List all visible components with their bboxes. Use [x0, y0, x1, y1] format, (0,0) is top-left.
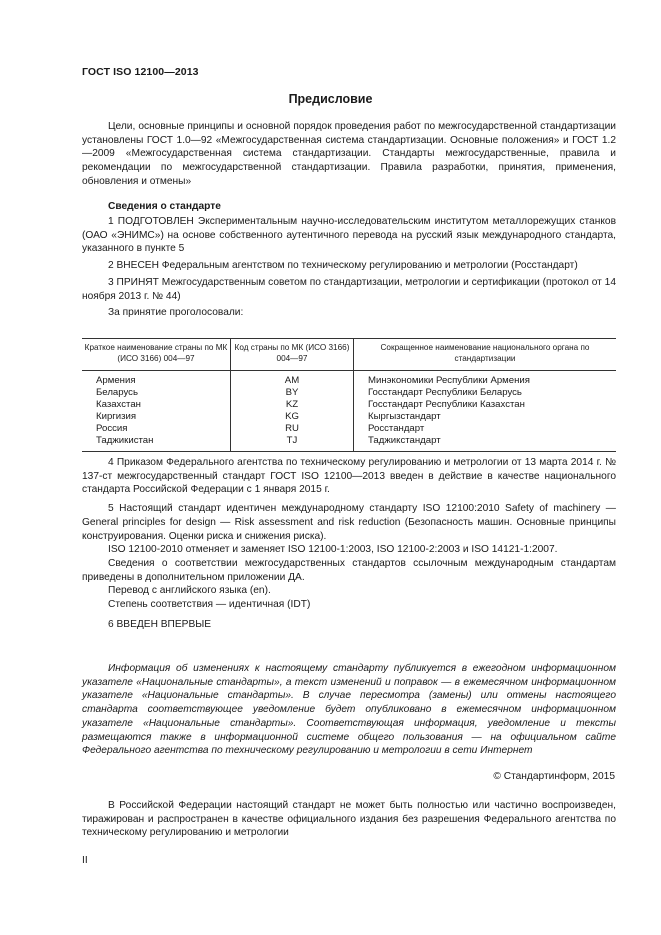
table-row: [82, 387, 616, 399]
body-cell: Госстандарт Республики Беларусь: [354, 387, 617, 399]
voting-table: [82, 338, 616, 452]
code-cell: KG: [231, 411, 354, 423]
body-cell: Минэкономики Республики Армения: [354, 371, 617, 388]
country-cell: Киргизия: [96, 411, 137, 422]
intro-block: [82, 120, 616, 189]
voted-label: За принятие проголосовали:: [108, 307, 244, 319]
item-5-compliance: Сведения о соответствии межгосударственных стандартов ссылочным международным стандартам приведены в дополнительном приложении ДА.: [82, 557, 616, 583]
item-5-degree: Степень соответствия — идентичная (IDT): [108, 599, 311, 611]
info-block-1: [82, 215, 616, 320]
rights-block: [82, 799, 616, 840]
country-cell: Казахстан: [96, 399, 141, 410]
item-4: 4 Приказом Федерального агентства по техническому регулированию и метрологии от 13 марта 2014 г. № 137-ст межгосударственный стандарт ГОСТ ISO 12100—2013 введен в действие в качестве национального стандарта Российской Федерации с 1 января 2015 г.: [82, 457, 616, 496]
code-cell: RU: [231, 423, 354, 435]
table-header-body: Сокращенное наименование национального органа по стандартизации: [354, 339, 617, 371]
code-cell: TJ: [231, 435, 354, 452]
notice-paragraph: Информация об изменениях к настоящему стандарту публикуется в ежегодном информационном указателе «Национальные стандарты», а текст изменений и поправок — в ежемесячном информационном указателе «Национальные стандарты». В случае пересмотра (замены) или отмены настоящего стандарта соответствующее уведомление будет опубликовано в ежемесячном информационном указателе «Национальные стандарты». Соответствующая информация, уведомление и тексты размещаются также в информационной системе общего пользования — на официальном сайте Федерального агентства по техническому регулированию и метрологии в сети Интернет: [82, 663, 616, 757]
table-row: [82, 371, 616, 388]
table-header-row: [82, 339, 616, 371]
body-cell: Госстандарт Республики Казахстан: [354, 399, 617, 411]
table-header-country: Краткое наименование страны по МК (ИСО 3166) 004—97: [82, 339, 231, 371]
item-1: 1 ПОДГОТОВЛЕН Экспериментальным научно-исследовательским институтом металлорежущих станков (ОАО «ЭНИМС») на основе собственного аутентичного перевода на русский язык международного стандарта, указанного в пункте 5: [82, 216, 616, 255]
page-title: Предисловие: [288, 92, 373, 106]
body-cell: Кыргызстандарт: [354, 411, 617, 423]
code-cell: BY: [231, 387, 354, 399]
section-title: Сведения о стандарте: [108, 201, 221, 212]
copyright: © Стандартинформ, 2015: [493, 771, 615, 782]
notice-block: [82, 662, 616, 758]
rights-paragraph: В Российской Федерации настоящий стандарт не может быть полностью или частично воспроизведен, тиражирован и распространен в качестве официального издания без разрешения Федерального агентства по техническому регулированию и метрологии: [82, 800, 616, 839]
country-cell: Россия: [96, 423, 128, 434]
country-cell: Таджикистан: [82, 435, 231, 452]
info-block-2: [82, 456, 616, 631]
page-number: II: [82, 855, 88, 866]
body-cell: Росстандарт: [354, 423, 617, 435]
item-6: 6 ВВЕДЕН ВПЕРВЫЕ: [108, 618, 212, 630]
country-cell: Армения: [96, 375, 136, 386]
country-cell: Беларусь: [96, 387, 138, 398]
intro-paragraph: Цели, основные принципы и основной порядок проведения работ по межгосударственной стандартизации установлены ГОСТ 1.0—92 «Межгосударственная система стандартизации. Основные положения» и ГОСТ 1.2—2009 «Межгосударственная система стандартизации. Стандарты межгосударственные, правила и рекомендации по межгосударственной стандартизации. Правила разработки, принятия, применения, обновления и отмены»: [82, 121, 616, 187]
table-header-code: Код страны по МК (ИСО 3166) 004—97: [231, 339, 354, 371]
code-cell: KZ: [231, 399, 354, 411]
item-3: 3 ПРИНЯТ Межгосударственным советом по стандартизации, метрологии и сертификации (протокол от 14 ноября 2013 г. № 44): [82, 276, 616, 302]
item-5-translation: Перевод с английского языка (en).: [108, 585, 271, 597]
table-row: [82, 399, 616, 411]
item-2: 2 ВНЕСЕН Федеральным агентством по техническому регулированию и метрологии (Росстандарт): [108, 260, 578, 272]
table-row: [82, 423, 616, 435]
document-header: ГОСТ ISO 12100—2013: [82, 66, 199, 78]
item-5: 5 Настоящий стандарт идентичен международному стандарту ISO 12100:2010 Safety of machinery — General principles for design — Risk assessment and risk reduction (Безопасность машин. Основные принципы конструирования. Оценки риска и снижения риска).: [82, 503, 616, 542]
code-cell: AM: [231, 371, 354, 388]
item-5-replaces: ISO 12100-2010 отменяет и заменяет ISO 12100-1:2003, ISO 12100-2:2003 и ISO 14121-1:2007.: [108, 544, 558, 556]
table-row: [82, 435, 616, 452]
table-row: [82, 411, 616, 423]
body-cell: Таджикстандарт: [354, 435, 617, 452]
